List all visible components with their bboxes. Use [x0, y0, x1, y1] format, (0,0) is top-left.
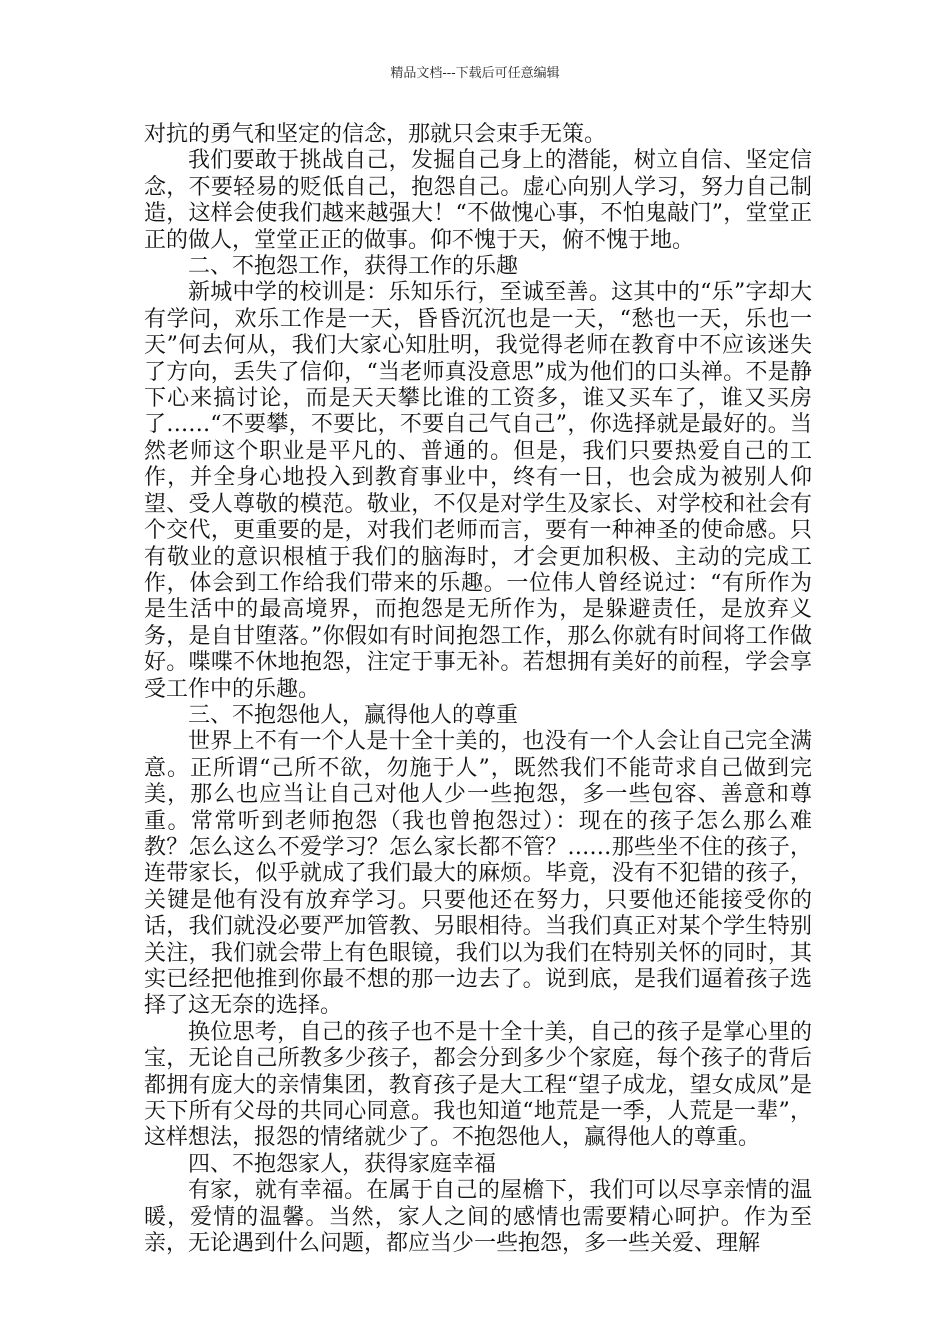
paragraph: 换位思考，自己的孩子也不是十全十美，自己的孩子是掌心里的宝，无论自己所教多少孩子，都会分到多少个家庭，每个孩子的背后都拥有庞大的亲情集团，教育孩子是大工程“望子成龙，望女成凤”是天下所有父母的共同心同意。我也知道“地荒是一季，人荒是一辈”，这样想法，报怨的情绪就少了。不抱怨他人，赢得他人的尊重。: [144, 1019, 812, 1151]
section-heading-4: 四、不抱怨家人，获得家庭幸福: [188, 1151, 497, 1177]
paragraph: 我们要敢于挑战自己，发掘自己身上的潜能，树立自信、坚定信念，不要轻易的贬低自己，抱怨自己。虚心向别人学习，努力自己制造，这样会使我们越来越强大！“不做愧心事，不怕鬼敲门”，堂堂正正的做人，堂堂正正的做事。仰不愧于天，俯不愧于地。: [144, 148, 812, 253]
paragraph: 新城中学的校训是：乐知乐行，至诚至善。这其中的“乐”字却大有学问，欢乐工作是一天，昏昏沉沉也是一天，“愁也一天，乐也一天”何去何从，我们大家心知肚明，我觉得老师在教育中不应该迷失了方向，丢失了信仰，“当老师真没意思”成为他们的口头禅。不是静下心来搞讨论，而是天天攀比谁的工资多，谁又买车了，谁又买房了……“不要攀，不要比，不要自己气自己”，你选择就是最好的。当然老师这个职业是平凡的、普通的。但是，我们只要热爱自己的工作，并全身心地投入到教育事业中，终有一日，也会成为被别人仰望、受人尊敬的模范。敬业，不仅是对学生及家长、对学校和社会有个交代，更重要的是，对我们老师而言，要有一种神圣的使命感。只有敬业的意识根植于我们的脑海时，才会更加积极、主动的完成工作，体会到工作给我们带来的乐趣。一位伟人曾经说过：“有所作为是生活中的最高境界，而抱怨是无所作为，是躲避责任，是放弃义务，是自甘堕落。”你假如有时间抱怨工作，那么你就有时间将工作做好。喋喋不休地抱怨，注定于事无补。若想拥有美好的前程，学会享受工作中的乐趣。: [144, 280, 812, 702]
paragraph: 有家，就有幸福。在属于自己的屋檐下，我们可以尽享亲情的温暖，爱情的温馨。当然，家人之间的感情也需要精心呵护。作为至亲，无论遇到什么问题，都应当少一些抱怨，多一些关爱、理解: [144, 1178, 812, 1257]
section-heading-3: 三、不抱怨他人，赢得他人的尊重: [188, 702, 519, 728]
paragraph: 世界上不有一个人是十全十美的，也没有一个人会让自己完全满意。正所谓“己所不欲，勿施于人”，既然我们不能苛求自己做到完美，那么也应当让自己对他人少一些抱怨，多一些包容、善意和尊重。常常听到老师抱怨（我也曾抱怨过）：现在的孩子怎么那么难教？怎么这么不爱学习？怎么家长都不管？……那些坐不住的孩子，连带家长，似乎就成了我们最大的麻烦。毕竟，没有不犯错的孩子，关键是他有没有放弃学习。只要他还在努力，只要他还能接受你的话，我们就没必要严加管教、另眼相待。当我们真正对某个学生特别关注，我们就会带上有色眼镜，我们以为我们在特别关怀的同时，其实已经把他推到你最不想的那一边去了。说到底，是我们逼着孩子选择了这无奈的选择。: [144, 729, 812, 1019]
document-body: [144, 122, 812, 1257]
section-heading-2: 二、不抱怨工作，获得工作的乐趣: [188, 254, 519, 280]
page-header: 精品文档---下载后可任意编辑: [390, 66, 560, 81]
paragraph-continuation: 对抗的勇气和坚定的信念，那就只会束手无策。: [144, 122, 607, 147]
